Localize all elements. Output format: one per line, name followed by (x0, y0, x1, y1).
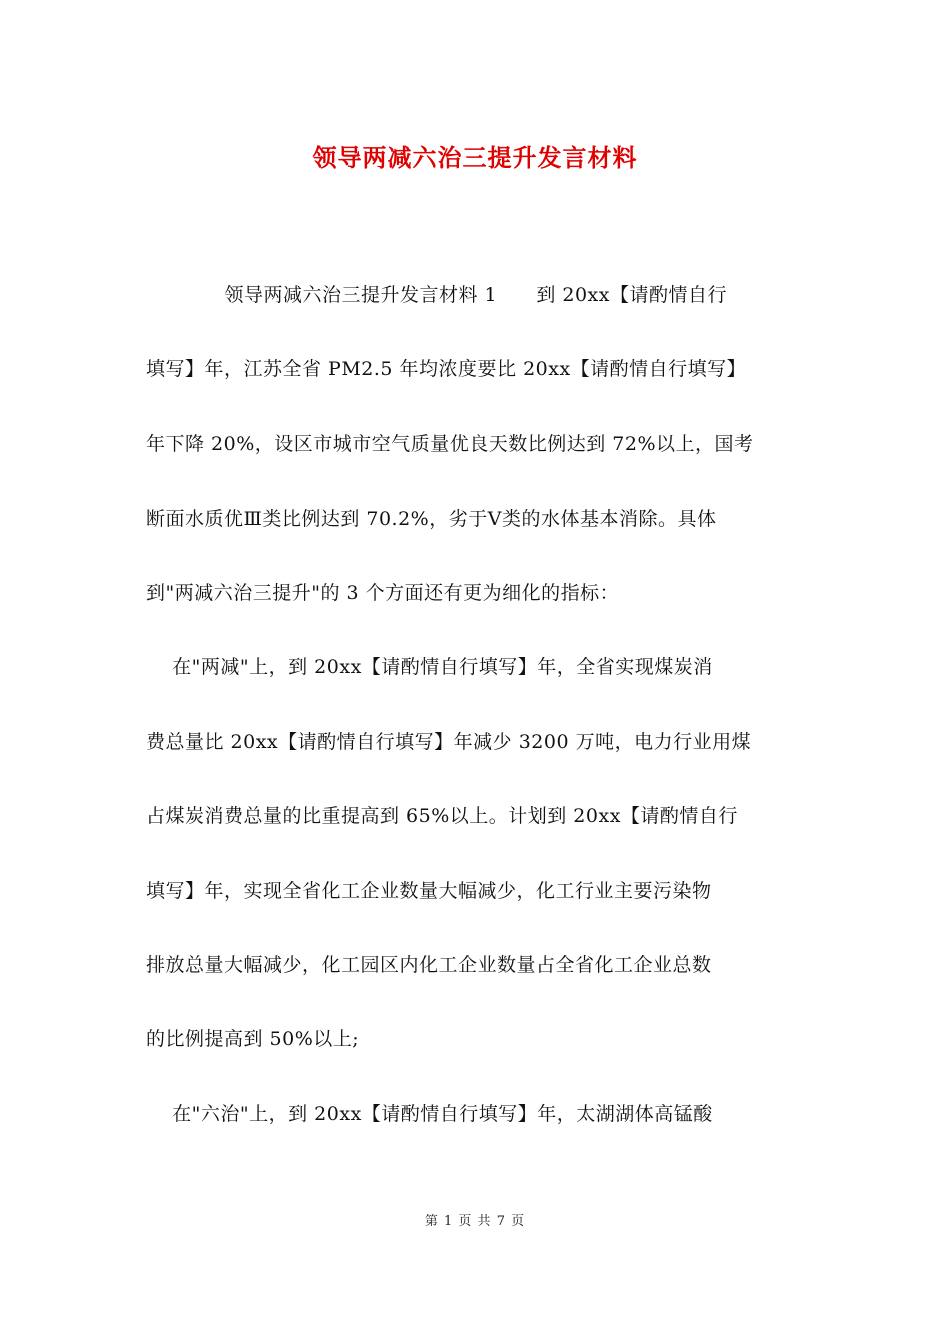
body-line: 年下降 20%，设区市城市空气质量优良天数比例达到 72%以上，国考 (146, 433, 754, 455)
body-line: 填写】年，实现全省化工企业数量大幅减少，化工行业主要污染物 (146, 880, 712, 902)
body-line: 排放总量大幅减少，化工园区内化工企业数量占全省化工企业总数 (146, 954, 712, 976)
body-line: 费总量比 20xx【请酌情自行填写】年减少 3200 万吨，电力行业用煤 (146, 731, 752, 753)
body-line: 填写】年，江苏全省 PM2.5 年均浓度要比 20xx【请酌情自行填写】 (146, 358, 747, 380)
body-line: 领导两减六治三提升发言材料 1 到 20xx【请酌情自行 (146, 284, 727, 306)
body-line: 在"两减"上，到 20xx【请酌情自行填写】年，全省实现煤炭消 (146, 656, 713, 678)
body-line: 到"两减六治三提升"的 3 个方面还有更为细化的指标： (146, 582, 620, 604)
page-number-footer: 第 1 页 共 7 页 (424, 1214, 526, 1229)
body-line: 在"六治"上，到 20xx【请酌情自行填写】年，太湖湖体高锰酸 (146, 1103, 713, 1125)
body-line: 占煤炭消费总量的比重提高到 65%以上。计划到 20xx【请酌情自行 (146, 805, 738, 827)
body-line: 的比例提高到 50%以上; (146, 1028, 360, 1050)
document-title: 领导两减六治三提升发言材料 (312, 143, 638, 172)
body-line: 断面水质优Ⅲ类比例达到 70.2%，劣于Ⅴ类的水体基本消除。具体 (146, 508, 717, 530)
